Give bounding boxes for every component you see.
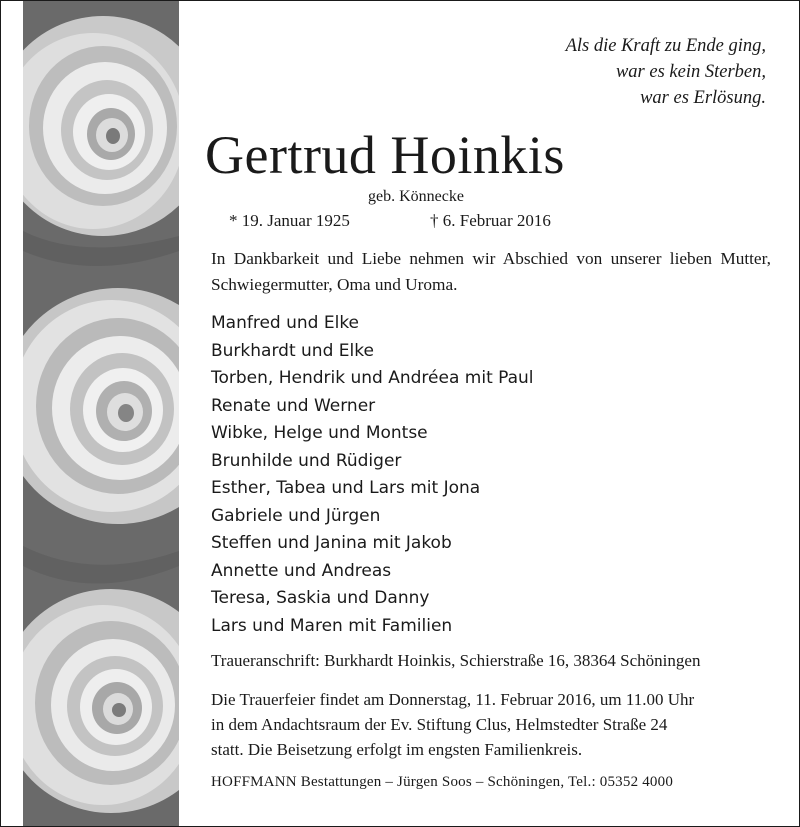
birth-date: * 19. Januar 1925 [229,211,350,230]
roses-image [23,1,179,826]
list-item: Burkhardt und Elke [211,340,374,361]
mourning-address: Traueranschrift: Burkhardt Hoinkis, Schierstraße 16, 38364 Schöningen [211,651,701,670]
undertaker-info: HOFFMANN Bestattungen – Jürgen Soos – Schöningen, Tel.: 05352 4000 [211,774,674,790]
list-item: Wibke, Helge und Montse [211,423,428,443]
quote-line: war es Erlösung. [640,88,766,108]
list-item: Brunhilde und Rüdiger [211,450,402,471]
quote-line: war es kein Sterben, [615,62,766,82]
list-item: Esther, Tabea und Lars mit Jona [211,478,481,498]
roses-illustration [23,1,179,826]
ceremony-line: Die Trauerfeier findet am Donnerstag, 11. Februar 2016, um 11.00 Uhr [211,690,695,709]
birth-name: geb. Könnecke [368,188,464,205]
list-item: Renate und Werner [211,395,376,416]
rose-middle [23,288,179,524]
rose-bottom [23,589,179,813]
intro-text: In Dankbarkeit und Liebe nehmen wir Abschied von unserer lieben Mutter, Schwiegermutter, Oma und Uroma. [211,249,771,294]
ceremony-line: statt. Die Beisetzung erfolgt im engsten Familienkreis. [211,740,583,759]
list-item: Steffen und Janina mit Jakob [211,533,452,553]
list-item: Manfred und Elke [211,313,360,333]
rose-top [23,16,179,236]
death-date: † 6. Februar 2016 [430,211,551,230]
quote-line: Als die Kraft zu Ende ging, [565,36,766,56]
deceased-name: Gertrud Hoinkis [205,125,565,185]
ceremony-line: in dem Andachtsraum der Ev. Stiftung Clus, Helmstedter Straße 24 [211,715,668,734]
list-item: Lars und Maren mit Familien [211,615,453,636]
ceremony-info [211,687,694,762]
list-item: Torben, Hendrik und Andréea mit Paul [211,368,534,388]
epitaph-quote [566,33,766,111]
mourners-list [211,310,534,640]
list-item: Annette und Andreas [211,560,392,581]
list-item: Teresa, Saskia und Danny [211,588,430,608]
list-item: Gabriele und Jürgen [211,505,381,526]
